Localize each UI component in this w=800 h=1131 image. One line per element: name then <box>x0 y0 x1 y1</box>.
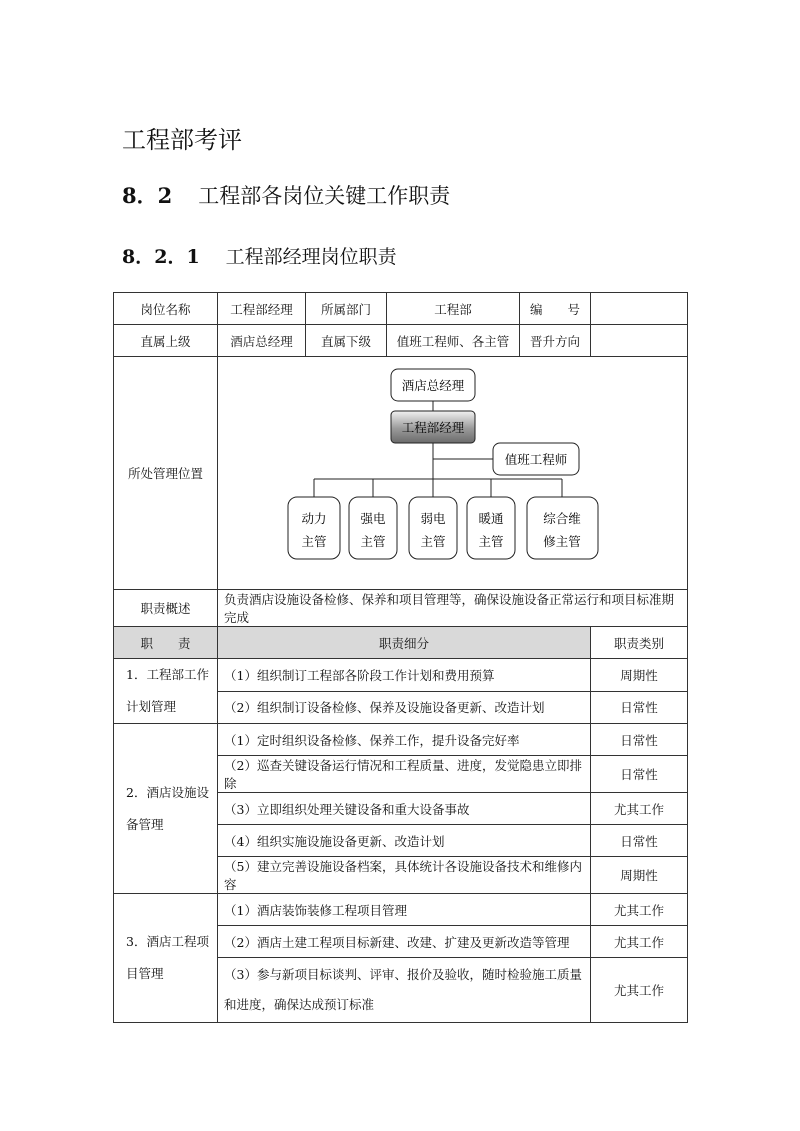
org-node-child-4-line2: 主管 <box>478 534 504 549</box>
duty-item-text: （2）酒店土建工程项目标新建、改建、扩建及更新改造等管理 <box>218 926 591 958</box>
promotion-value <box>591 325 688 357</box>
document-title: 工程部考评 <box>122 126 242 154</box>
org-row <box>114 357 688 590</box>
org-node-child-1 <box>288 497 340 559</box>
duty-category-1: 1．工程部工作计划管理 <box>114 659 218 724</box>
duty-header-col2: 职责细分 <box>218 627 591 659</box>
duty-item-text: （3）参与新项目标谈判、评审、报价及验收，随时检验施工质量和进度，确保达成预订标准 <box>218 958 591 1023</box>
table-row <box>114 724 688 756</box>
section-heading <box>122 180 450 210</box>
label-direct-superior: 直属上级 <box>114 325 218 357</box>
department-value: 工程部 <box>387 293 520 325</box>
label-department: 所属部门 <box>306 293 387 325</box>
org-node-child-3-line1: 弱电 <box>420 511 446 526</box>
subsection-number: 8．2．1 <box>122 246 200 268</box>
subsection-heading <box>122 242 397 269</box>
org-chart <box>218 357 686 589</box>
label-promotion: 晋升方向 <box>520 325 591 357</box>
duty-item-text: （1）组织制订工程部各阶段工作计划和费用预算 <box>218 659 591 692</box>
org-node-aside-label: 值班工程师 <box>504 452 568 467</box>
duty-item-text: （5）建立完善设施设备档案，具体统计各设施设备技术和维修内容 <box>218 857 591 894</box>
info-row-1 <box>114 293 688 325</box>
duty-category-2: 2．酒店设施设备管理 <box>114 724 218 894</box>
number-value <box>591 293 688 325</box>
org-node-child-2-line1: 强电 <box>360 511 386 526</box>
duty-header-col1: 职 责 <box>114 627 218 659</box>
org-node-top-label: 酒店总经理 <box>401 378 465 393</box>
duty-item-type: 日常性 <box>591 756 688 793</box>
duty-item-type: 日常性 <box>591 724 688 756</box>
org-node-child-5-line1: 综合维 <box>543 511 581 526</box>
org-node-aside <box>493 443 579 475</box>
org-node-child-4-line1: 暖通 <box>478 511 504 526</box>
overview-text: 负责酒店设施设备检修、保养和项目管理等，确保设施设备正常运行和项目标准期完成 <box>218 590 688 627</box>
label-overview: 职责概述 <box>114 590 218 627</box>
duty-item-type: 日常性 <box>591 691 688 724</box>
org-chart-cell <box>218 357 688 590</box>
label-management-position: 所处管理位置 <box>114 357 218 590</box>
info-row-2 <box>114 325 688 357</box>
org-node-child-2 <box>349 497 397 559</box>
duty-item-type: 尤其工作 <box>591 894 688 926</box>
direct-subordinate-value: 值班工程师、各主管 <box>387 325 520 357</box>
org-node-child-4 <box>467 497 515 559</box>
duty-item-text: （1）定时组织设备检修、保养工作，提升设备完好率 <box>218 724 591 756</box>
duty-item-type: 日常性 <box>591 825 688 857</box>
overview-row <box>114 590 688 627</box>
duty-header-row <box>114 627 688 659</box>
duty-item-type: 尤其工作 <box>591 958 688 1023</box>
section-number: 8．2 <box>122 183 173 208</box>
label-number: 编 号 <box>520 293 591 325</box>
duty-item-text: （2）组织制订设备检修、保养及设施设备更新、改造计划 <box>218 691 591 724</box>
org-node-self <box>391 411 475 443</box>
org-node-child-5-line2: 修主管 <box>543 534 581 549</box>
direct-superior-value: 酒店总经理 <box>218 325 306 357</box>
label-position-name: 岗位名称 <box>114 293 218 325</box>
position-name-value: 工程部经理 <box>218 293 306 325</box>
duty-item-text: （2）巡查关键设备运行情况和工程质量、进度，发觉隐患立即排除 <box>218 756 591 793</box>
org-node-child-1-line1: 动力 <box>301 511 327 526</box>
duty-item-text: （1）酒店装饰装修工程项目管理 <box>218 894 591 926</box>
org-node-child-5 <box>527 497 598 559</box>
org-node-child-2-line2: 主管 <box>360 534 386 549</box>
duty-header-col3: 职责类别 <box>591 627 688 659</box>
org-node-child-3 <box>409 497 457 559</box>
duty-item-type: 周期性 <box>591 659 688 692</box>
label-direct-subordinate: 直属下级 <box>306 325 387 357</box>
org-node-self-label: 工程部经理 <box>401 420 465 435</box>
org-node-child-1-line2: 主管 <box>301 534 327 549</box>
section-title: 工程部各岗位关键工作职责 <box>198 184 451 208</box>
duty-item-text: （3）立即组织处理关键设备和重大设备事故 <box>218 793 591 825</box>
org-node-child-3-line2: 主管 <box>420 534 446 549</box>
duty-category-3: 3．酒店工程项目管理 <box>114 894 218 1023</box>
job-description-table <box>113 292 688 1023</box>
subsection-title: 工程部经理岗位职责 <box>225 246 397 268</box>
duty-item-type: 周期性 <box>591 857 688 894</box>
duty-item-type: 尤其工作 <box>591 793 688 825</box>
org-node-top <box>391 369 475 401</box>
table-row <box>114 894 688 926</box>
duty-item-text: （4）组织实施设施设备更新、改造计划 <box>218 825 591 857</box>
duty-item-type: 尤其工作 <box>591 926 688 958</box>
table-row <box>114 659 688 692</box>
